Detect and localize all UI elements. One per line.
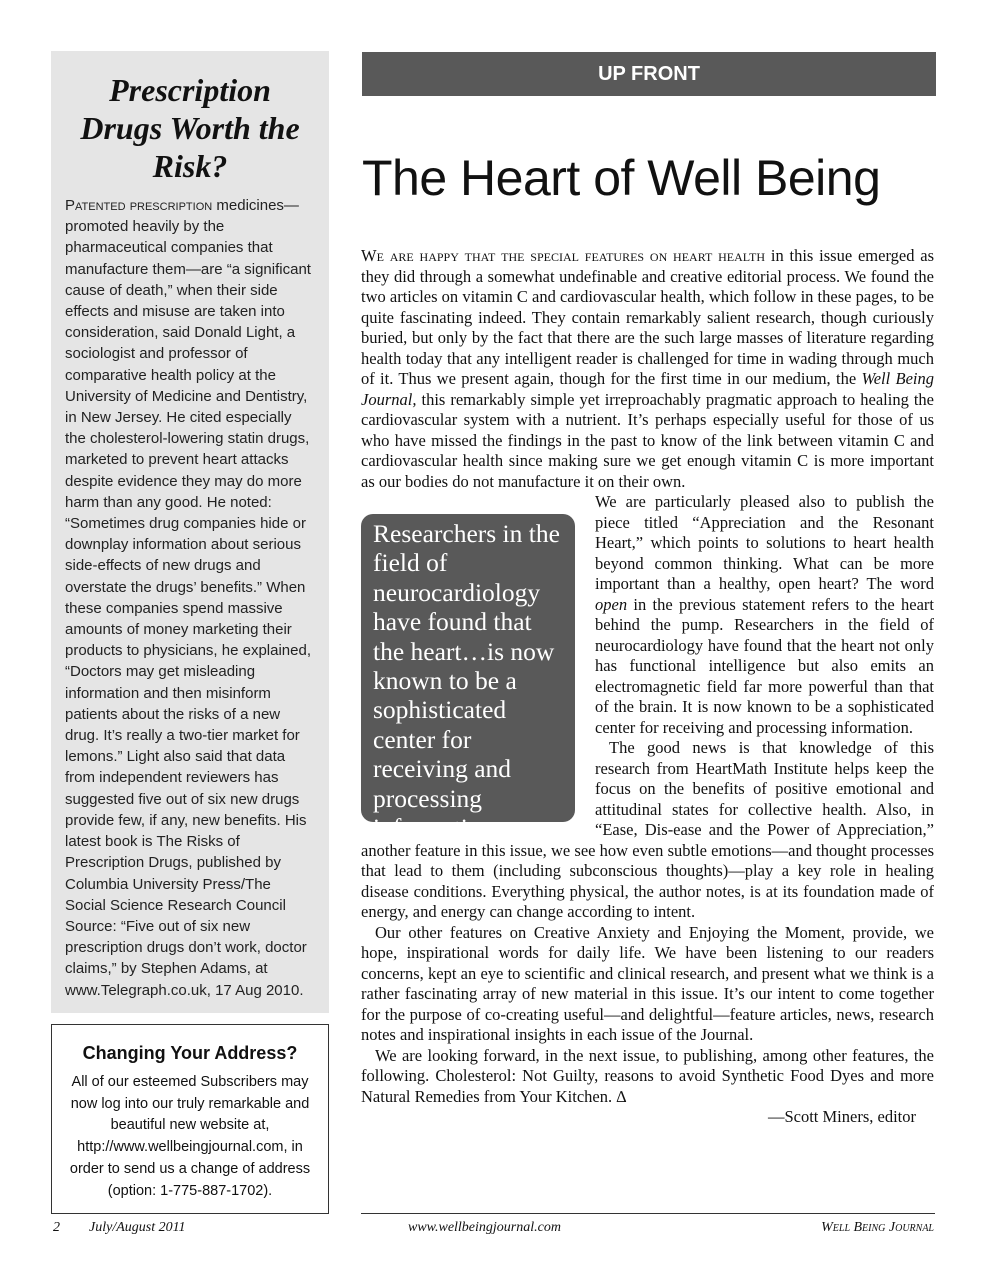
page-number: 2 [53,1220,60,1235]
sidebar-body [65,195,315,1001]
address-box-text: All of our esteemed Subscribers may now log into our truly remarkable and beautiful new website at, http://www.wellbeingjournal.com, in order to send us a change of address (option: 1-775-887-1702). [69,1074,311,1199]
journal-name: Well Being Journal [821,1220,934,1235]
issue-date: July/August 2011 [89,1220,186,1235]
article-paragraph: We are looking forward, in the next issue, to publishing, among other features, the following. Cholesterol: Not Guilty, reasons to avoid Synthetic Food Dyes and more Natural Remedies from Your Kitchen. ∆ [361,1045,934,1106]
address-box-title: Changing Your Address? [82,1043,298,1063]
article-text: We are particularly pleased also to publish the piece titled “Appreciation and the Resonant Heart,” which points to solutions to heart health beyond common thinking. What can be more important than a healthy, open heart? The word [595,492,934,593]
article-text: in this issue emerged as they did through a somewhat undefinable and creative editorial process. We found the two articles on vitamin C and cardiovascular health, which follow in these pages, to be quite fascinating indeed. They contain remarkably salient research, though curiously buried, but only by the fact that there are the such large masses of literature regarding health today that any intelligent reader is challenged for time in wading through much of it. Thus we present again, though for the first time in our medium, the [361,246,935,388]
pull-quote: Researchers in the field of neurocardiology have found that the heart…is now known to be a sophisticated center for receiving and processing information. [361,514,575,822]
article-paragraph [361,246,934,492]
address-change-box [51,1024,329,1214]
sidebar-text: medicines—promoted heavily by the pharmaceutical companies that manufacture them—are “a significant cause of death,” when their side effects and misuse are taken into consideration, said Donald Light, a sociologist and professor of comparative health policy at the University of Medicine and Dentistry, in New Jersey. He cited especially the cholesterol-lowering statin drugs, marketed to prevent heart attacks despite evidence they may do more harm than any good. He noted: “Sometimes drug companies hide or downplay information about serious side-effects of new drugs and overstate the drugs’ benefits.” When these companies spend massive amounts of money marketing their products to physicians, he explained, “Doctors may get misleading information and then misinform patients about the risks of a new drug. It’s really a two-tier market for lemons.” Light also said that data from independent reviewers has suggested five out of six new drugs provide few, if any, new benefits. His latest book is The Risks of Prescription Drugs, published by Columbia University Press/The Social Science Research Council Source: “Five out of six new prescription drugs don’t work, doctor claims,” by Stephen Adams, at www.Telegraph.co.uk, 17 Aug 2010. [65,197,311,999]
article-headline: The Heart of Well Being [362,150,881,206]
sidebar-lead-in: Patented prescription [65,197,213,214]
sidebar-box [51,51,329,1013]
footer-divider [361,1213,935,1214]
article-paragraph: The good news is that knowledge of this research from HeartMath Institute helps keep the focus on the benefits of positive emotional and attitudinal states for collective health. Also, in “Ease, Dis-ease and the Power of Appreciation,” another feature in this issue, we see how even subtle emotions—and thought processes that lead to them (including subconscious thoughts)—play a key role in healing disease conditions. Everything physical, the author notes, is at its foundation made of energy, and energy can change according to intent. [361,738,934,921]
article-lead-in: We are happy that the special features on heart health [361,246,766,265]
journal-name-emphasis: Well Being Journal, [361,369,934,409]
article-body [361,246,934,1128]
section-banner: UP FRONT [362,52,936,96]
website-url: www.wellbeingjournal.com [408,1220,561,1235]
article-paragraph: Our other features on Creative Anxiety and Enjoying the Moment, provide, we hope, inspirational words for daily life. We have been listening to our readers concerns, kept an eye to scientific and clinical research, and present what we think is a rather fascinating array of new material in this issue. It’s our intent to come together for the purpose of co-creating useful—and delightful—feature articles, news, research notes and inspirational insights in each issue of the Journal. [361,922,934,1044]
article-text: this remarkably simple yet irreproachably pragmatic approach to healing the cardiovascular system with a nutrient. It’s perhaps especially useful for those of us who have missed the findings in the past to know of the link between vitamin C and cardiovascular health since making sure we get enough vitamin C is more important as our bodies do not manufacture it on their own. [361,389,934,491]
article-text: in the previous statement refers to the heart behind the pump. Researchers in the field of neurocardiology have found that the heart not only has functional intelligence but also emits an electromagnetic field far more powerful than that of the brain. It is now known to be a sophisticated center for receiving and processing information. [595,594,934,737]
editor-signature: —Scott Miners, editor [767,1107,916,1126]
sidebar-title: Prescription Drugs Worth the Risk? [80,72,300,184]
word-emphasis: open [595,594,628,614]
